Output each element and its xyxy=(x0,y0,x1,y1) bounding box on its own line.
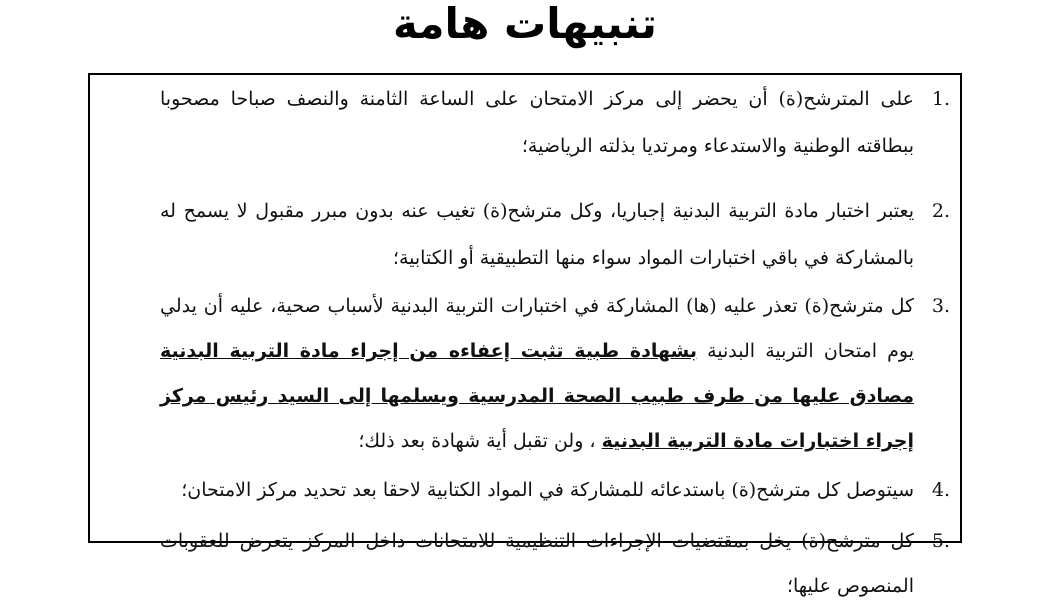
notice-text: سيتوصل كل مترشح(ة) باستدعائه للمشاركة في المواد الكتابية لاحقا بعد تحديد مركز الامتحان؛ xyxy=(181,479,914,501)
notice-number: 1. xyxy=(931,88,950,110)
notice-text: كل مترشح(ة) يخل بمقتضيات الإجراءات التنظيمية للامتحانات داخل المركز يتعرض للعقوبات المنصوص عليها؛ xyxy=(160,530,914,597)
notices-list xyxy=(160,76,950,609)
document-title: تنبيهات هامة xyxy=(393,0,657,48)
notice-text: يعتبر اختبار مادة التربية البدنية إجباريا، وكل مترشح(ة) تغيب عنه بدون مبرر مقبول لا يسمح له بالمشاركة في باقي اختبارات المواد سواء منها التطبيقية أو الكتابية؛ xyxy=(160,200,914,269)
notice-text-before: كل مترشح(ة) تعذر عليه (ها) المشاركة في اختبارات التربية البدنية لأسباب صحية، عليه أن يدلي يوم امتحان التربية البدنية xyxy=(160,295,914,362)
notice-number: 4. xyxy=(931,479,950,501)
notice-text: على المترشح(ة) أن يحضر إلى مركز الامتحان على الساعة الثامنة والنصف صباحا مصحوبا ببطاقته الوطنية والاستدعاء ومرتديا بذلته الرياضية؛ xyxy=(160,88,914,157)
notice-number: 5. xyxy=(931,530,950,552)
notice-item-4 xyxy=(160,468,950,513)
notice-item-1 xyxy=(160,76,950,170)
notice-text-after: ، ولن تقبل أية شهادة بعد ذلك؛ xyxy=(358,430,602,452)
notice-item-3 xyxy=(160,284,950,464)
notice-number: 3. xyxy=(931,295,950,317)
notice-text-emphasis: بشهادة طبية تثبت إعفاءه من إجراء مادة التربية البدنية مصادق عليها من طرف طبيب الصحة المدرسية ويسلمها إلى السيد رئيس مركز إجراء اختبارات مادة التربية البدنية xyxy=(160,340,914,452)
notice-item-5 xyxy=(160,519,950,609)
notice-number: 2. xyxy=(931,200,950,222)
notice-item-2 xyxy=(160,188,950,282)
